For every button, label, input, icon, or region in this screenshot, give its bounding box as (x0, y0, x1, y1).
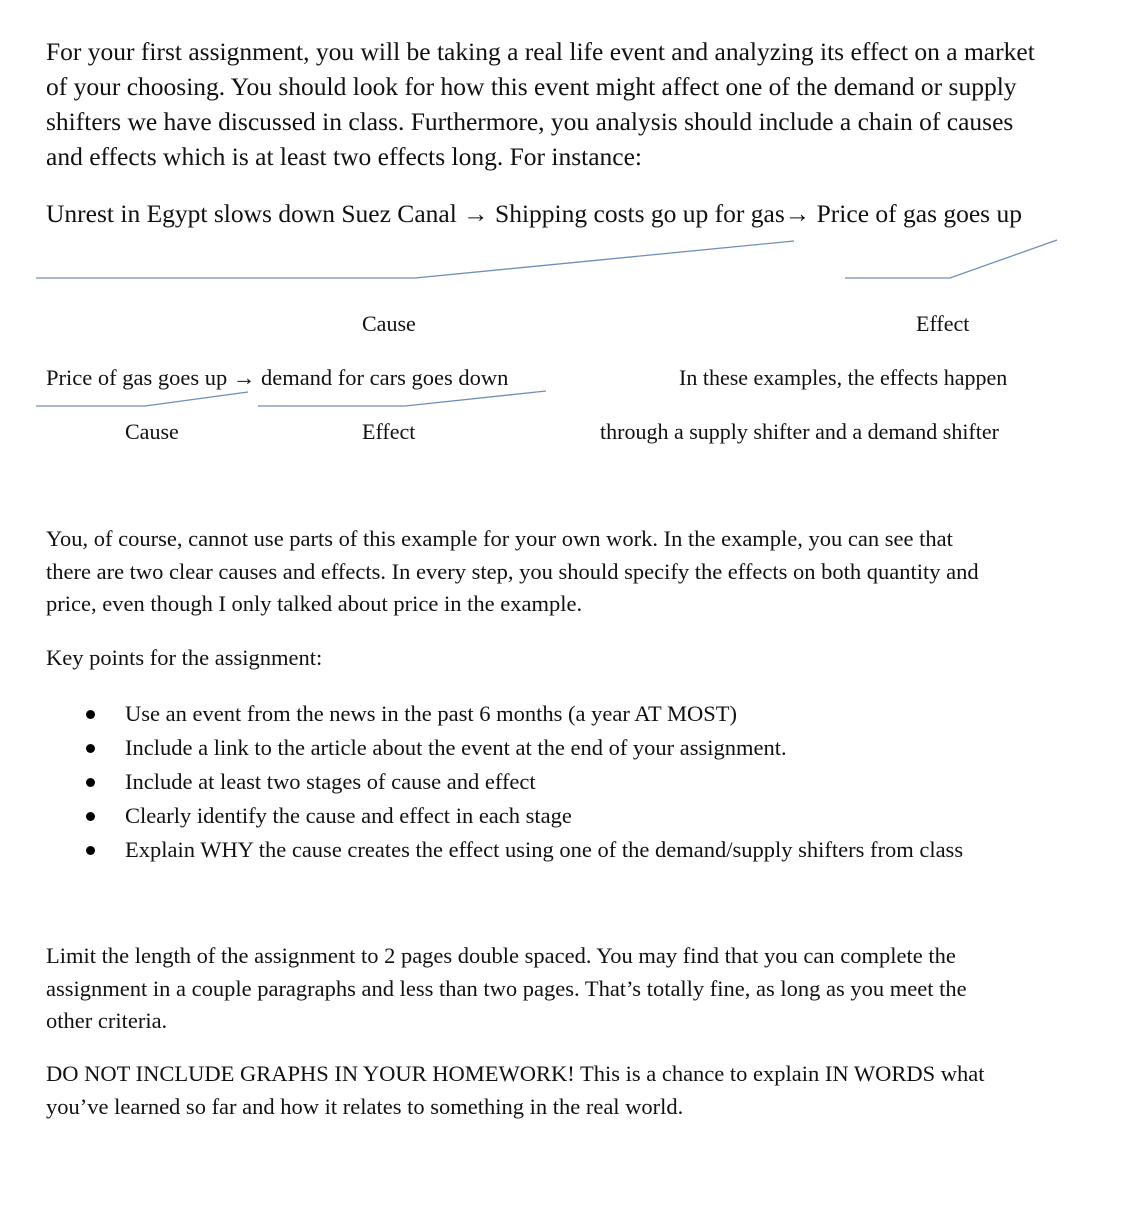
length-paragraph (46, 940, 1096, 1038)
example2-chain: Price of gas goes up → demand for cars goes down (46, 365, 509, 390)
example2-effect-label: Effect (362, 419, 416, 444)
intro-line: of your choosing. You should look for how this event might affect one of the demand or supply (46, 72, 1017, 101)
side-note-line1: In these examples, the effects happen (679, 365, 1008, 390)
list-item-text: Use an event from the news in the past 6 months (a year AT MOST) (125, 701, 737, 726)
paragraph-line: Limit the length of the assignment to 2 pages double spaced. You may find that you can complete the (46, 943, 956, 968)
bullet-icon (86, 812, 95, 821)
key-points-list (0, 697, 1126, 867)
list-item (0, 833, 1126, 867)
intro-line: and effects which is at least two effects long. For instance: (46, 142, 643, 171)
intro-line: For your first assignment, you will be taking a real life event and analyzing its effect on a market (46, 37, 1035, 66)
list-item (0, 697, 1126, 731)
list-item (0, 731, 1126, 765)
example1-cause-bracket (36, 241, 794, 278)
intro-line: shifters we have discussed in class. Furthermore, you analysis should include a chain of causes (46, 107, 1014, 136)
side-note-line2: through a supply shifter and a demand shifter (600, 419, 999, 444)
graphs-warning-paragraph (46, 1058, 1096, 1123)
paragraph-line: other criteria. (46, 1008, 168, 1033)
bullet-icon (86, 778, 95, 787)
example2-cause-label: Cause (125, 419, 179, 444)
key-points-heading: Key points for the assignment: (46, 645, 323, 670)
paragraph-line: there are two clear causes and effects. In every step, you should specify the effects on both quantity and (46, 558, 979, 584)
list-item-text: Include at least two stages of cause and effect (125, 769, 536, 794)
list-item (0, 799, 1126, 833)
list-item-text: Clearly identify the cause and effect in each stage (125, 803, 572, 828)
example1-effect-label: Effect (916, 311, 970, 336)
example2-effect-bracket (258, 391, 546, 406)
paragraph-line: assignment in a couple paragraphs and less than two pages. That’s totally fine, as long as you meet the (46, 975, 967, 1001)
intro-paragraph (46, 34, 1096, 174)
example2-cause-bracket (36, 392, 248, 406)
example1-effect-bracket (845, 240, 1057, 278)
example1-cause-label: Cause (362, 311, 416, 336)
bullet-icon (86, 710, 95, 719)
list-item-text: Include a link to the article about the event at the end of your assignment. (125, 735, 787, 760)
paragraph-line: price, even though I only talked about price in the example. (46, 591, 583, 616)
paragraph-line: you’ve learned so far and how it relates to something in the real world. (46, 1093, 684, 1119)
list-item (0, 765, 1126, 799)
bullet-icon (86, 744, 95, 753)
example1-chain: Unrest in Egypt slows down Suez Canal → Shipping costs go up for gas→ Price of gas goes up (46, 199, 1022, 228)
paragraph-line: You, of course, cannot use parts of this example for your own work. In the example, you can see that (46, 526, 953, 551)
instructions-paragraph (46, 523, 1096, 621)
list-item-text: Explain WHY the cause creates the effect using one of the demand/supply shifters from class (125, 837, 964, 862)
bullet-icon (86, 846, 95, 855)
paragraph-line: DO NOT INCLUDE GRAPHS IN YOUR HOMEWORK! This is a chance to explain IN WORDS what (46, 1061, 985, 1086)
